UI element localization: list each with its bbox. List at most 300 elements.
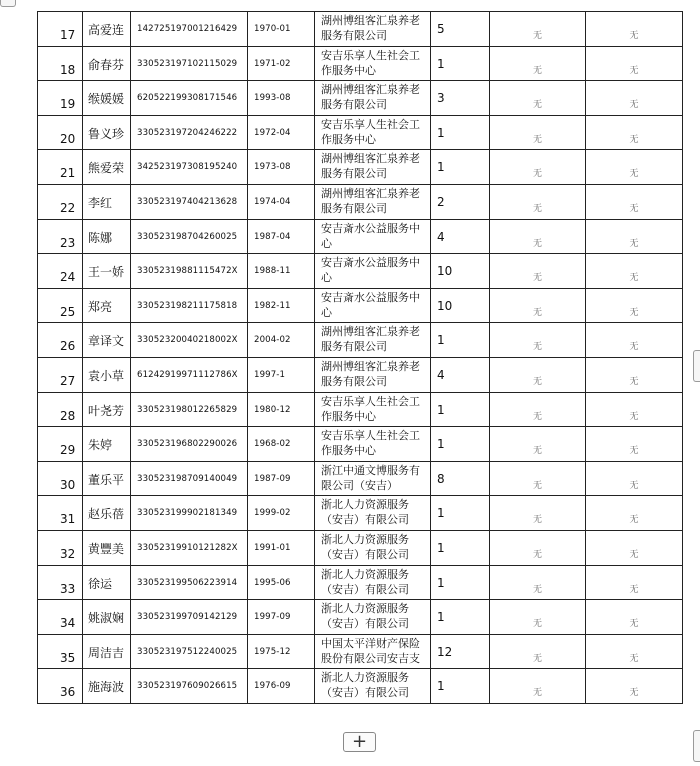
column-7-cell[interactable]	[490, 392, 586, 427]
count-cell-text: 10	[437, 298, 453, 313]
name-cell[interactable]	[83, 219, 131, 254]
organization-cell-text: 浙江中通文博服务有限公司（安吉）	[321, 463, 420, 492]
organization-cell-text: 浙北人力资源服务（安吉）有限公司	[321, 532, 409, 561]
table-row	[38, 565, 683, 600]
organization-cell-text: 湖州博组客汇泉养老服务有限公司	[321, 152, 420, 181]
date-cell[interactable]	[248, 219, 315, 254]
table-row	[38, 669, 683, 704]
count-cell-text: 1	[437, 56, 445, 71]
column-8-cell-text: 无	[629, 688, 639, 699]
count-cell-text: 1	[437, 333, 445, 348]
count-cell[interactable]	[431, 565, 490, 600]
table-row	[38, 600, 683, 635]
date-cell[interactable]	[248, 530, 315, 565]
count-cell-text: 1	[437, 437, 445, 452]
column-7-cell[interactable]	[490, 530, 586, 565]
row-index-cell[interactable]	[38, 461, 83, 496]
name-cell[interactable]	[83, 288, 131, 323]
row-index-cell-text: 35	[60, 650, 76, 665]
organization-cell[interactable]	[315, 323, 431, 358]
id-number-cell-text: 330523199709142129	[137, 612, 238, 623]
count-cell[interactable]	[431, 530, 490, 565]
organization-cell-text: 湖州博组客汇泉养老服务有限公司	[321, 359, 420, 388]
top-scroll-handle[interactable]	[0, 0, 16, 7]
name-cell[interactable]	[83, 357, 131, 392]
date-cell[interactable]	[248, 669, 315, 704]
organization-cell[interactable]	[315, 150, 431, 185]
column-8-cell-text: 无	[629, 619, 639, 630]
date-cell[interactable]	[248, 392, 315, 427]
count-cell[interactable]	[431, 115, 490, 150]
organization-cell[interactable]	[315, 496, 431, 531]
column-8-cell[interactable]	[586, 600, 683, 635]
row-index-cell[interactable]	[38, 115, 83, 150]
organization-cell[interactable]	[315, 634, 431, 669]
date-cell-text: 1971-02	[254, 58, 291, 69]
count-cell-text: 1	[437, 506, 445, 521]
column-8-cell-text: 无	[629, 203, 639, 214]
column-8-cell[interactable]	[586, 150, 683, 185]
organization-cell[interactable]	[315, 288, 431, 323]
organization-cell[interactable]	[315, 46, 431, 81]
id-number-cell[interactable]	[131, 323, 248, 358]
name-cell[interactable]	[83, 254, 131, 289]
column-7-cell[interactable]	[490, 357, 586, 392]
column-8-cell-text: 无	[629, 273, 639, 284]
count-cell[interactable]	[431, 600, 490, 635]
organization-cell[interactable]	[315, 461, 431, 496]
column-7-cell[interactable]	[490, 219, 586, 254]
count-cell[interactable]	[431, 634, 490, 669]
id-number-cell-text: 330523196802290026	[137, 439, 238, 450]
name-cell[interactable]	[83, 634, 131, 669]
date-cell-text: 1997-09	[254, 612, 291, 623]
count-cell[interactable]	[431, 12, 490, 47]
row-index-cell[interactable]	[38, 496, 83, 531]
column-7-cell-text: 无	[532, 31, 542, 41]
column-7-cell[interactable]	[490, 288, 586, 323]
id-number-cell-text: 342523197308195240	[137, 162, 238, 173]
id-number-cell-text: 61242919971112786X	[137, 369, 238, 380]
organization-cell-text: 浙北人力资源服务（安吉）有限公司	[321, 602, 409, 631]
row-index-cell[interactable]	[38, 392, 83, 427]
table-row	[38, 81, 683, 116]
column-8-cell-text: 无	[629, 584, 639, 595]
name-cell[interactable]	[83, 46, 131, 81]
column-7-cell-text: 无	[532, 549, 542, 560]
count-cell-text: 2	[437, 194, 445, 209]
date-cell-text: 1972-04	[254, 127, 291, 138]
name-cell[interactable]	[83, 150, 131, 185]
id-number-cell[interactable]	[131, 219, 248, 254]
organization-cell[interactable]	[315, 254, 431, 289]
name-cell-text: 叶尧芳	[88, 403, 125, 418]
organization-cell[interactable]	[315, 565, 431, 600]
id-number-cell-text: 142725197001216429	[137, 24, 238, 34]
table-row	[38, 184, 683, 219]
organization-cell-text: 安吉乐享人生社会工作服务中心	[321, 48, 420, 77]
name-cell-text: 徐运	[88, 576, 113, 591]
name-cell[interactable]	[83, 669, 131, 704]
column-7-cell[interactable]	[490, 323, 586, 358]
id-number-cell-text: 330523198211175818	[137, 300, 238, 311]
column-7-cell[interactable]	[490, 565, 586, 600]
column-7-cell-text: 无	[532, 446, 542, 457]
organization-cell[interactable]	[315, 357, 431, 392]
row-index-cell[interactable]	[38, 184, 83, 219]
date-cell-text: 1976-09	[254, 681, 291, 692]
date-cell[interactable]	[248, 565, 315, 600]
column-7-cell[interactable]	[490, 634, 586, 669]
column-8-cell[interactable]	[586, 184, 683, 219]
id-number-cell[interactable]	[131, 669, 248, 704]
name-cell-text: 姚淑娴	[88, 611, 125, 626]
column-7-cell-text: 无	[532, 238, 542, 249]
column-8-cell[interactable]	[586, 115, 683, 150]
count-cell[interactable]	[431, 46, 490, 81]
name-cell[interactable]	[83, 115, 131, 150]
organization-cell[interactable]	[315, 427, 431, 462]
id-number-cell-text: 330523197204246222	[137, 127, 238, 138]
id-number-cell[interactable]	[131, 461, 248, 496]
column-8-cell[interactable]	[586, 288, 683, 323]
name-cell-text: 朱婷	[88, 438, 113, 453]
count-cell[interactable]	[431, 323, 490, 358]
column-7-cell[interactable]	[490, 461, 586, 496]
name-cell-text: 黄豐美	[88, 541, 125, 556]
date-cell[interactable]	[248, 184, 315, 219]
name-cell-text: 周洁吉	[88, 645, 125, 660]
row-index-cell[interactable]	[38, 357, 83, 392]
column-8-cell-text: 无	[629, 411, 639, 422]
row-index-cell[interactable]	[38, 219, 83, 254]
row-index-cell[interactable]	[38, 46, 83, 81]
column-7-cell-text: 无	[532, 203, 542, 214]
organization-cell[interactable]	[315, 669, 431, 704]
column-7-cell[interactable]	[490, 46, 586, 81]
name-cell[interactable]	[83, 323, 131, 358]
row-index-cell-text: 36	[60, 685, 76, 700]
row-index-cell[interactable]	[38, 150, 83, 185]
name-cell-text: 俞春芬	[88, 57, 125, 72]
column-8-cell[interactable]	[586, 634, 683, 669]
row-index-cell-text: 31	[60, 512, 76, 527]
column-7-cell-text: 无	[532, 480, 542, 491]
table-row	[38, 357, 683, 392]
id-number-cell-text: 33052319910121282X	[137, 542, 238, 553]
row-index-cell-text: 19	[60, 97, 76, 112]
column-8-cell[interactable]	[586, 461, 683, 496]
name-cell[interactable]	[83, 496, 131, 531]
id-number-cell[interactable]	[131, 634, 248, 669]
column-7-cell[interactable]	[490, 600, 586, 635]
name-cell[interactable]	[83, 184, 131, 219]
column-8-cell[interactable]	[586, 357, 683, 392]
date-cell[interactable]	[248, 496, 315, 531]
organization-cell-text: 浙北人力资源服务（安吉）有限公司	[321, 671, 409, 700]
row-index-cell-text: 17	[60, 28, 76, 42]
name-cell[interactable]	[83, 565, 131, 600]
row-index-cell[interactable]	[38, 254, 83, 289]
table-row	[38, 323, 683, 358]
date-cell[interactable]	[248, 461, 315, 496]
column-8-cell-text: 无	[629, 342, 639, 353]
id-number-cell[interactable]	[131, 115, 248, 150]
organization-cell-text: 安吉斎水公益服务中心	[321, 256, 420, 285]
count-cell[interactable]	[431, 461, 490, 496]
column-7-cell[interactable]	[490, 254, 586, 289]
row-index-cell[interactable]	[38, 530, 83, 565]
organization-cell[interactable]	[315, 392, 431, 427]
row-index-cell-text: 28	[60, 408, 76, 423]
column-8-cell[interactable]	[586, 530, 683, 565]
organization-cell[interactable]	[315, 184, 431, 219]
count-cell-text: 1	[437, 160, 445, 175]
organization-cell-text: 安吉斎水公益服务中心	[321, 290, 420, 319]
count-cell[interactable]	[431, 150, 490, 185]
column-8-cell[interactable]	[586, 323, 683, 358]
id-number-cell-text: 33052320040218002X	[137, 335, 238, 346]
organization-cell[interactable]	[315, 81, 431, 116]
table-row	[38, 530, 683, 565]
date-cell[interactable]	[248, 288, 315, 323]
column-8-cell-text: 无	[629, 31, 639, 41]
id-number-cell[interactable]	[131, 357, 248, 392]
count-cell-text: 4	[437, 367, 445, 382]
column-8-cell[interactable]	[586, 392, 683, 427]
name-cell-text: 缑媛媛	[88, 92, 125, 107]
count-cell[interactable]	[431, 254, 490, 289]
right-edge-handle[interactable]	[693, 350, 700, 382]
count-cell[interactable]	[431, 427, 490, 462]
organization-cell[interactable]	[315, 115, 431, 150]
date-cell-text: 1988-11	[254, 266, 291, 277]
date-cell[interactable]	[248, 46, 315, 81]
date-cell-text: 1975-12	[254, 646, 291, 657]
column-7-cell-text: 无	[532, 515, 542, 526]
count-cell[interactable]	[431, 392, 490, 427]
id-number-cell[interactable]	[131, 254, 248, 289]
column-8-cell-text: 无	[629, 549, 639, 560]
column-7-cell[interactable]	[490, 669, 586, 704]
column-8-cell-text: 无	[629, 446, 639, 457]
id-number-cell-text: 330523197102115029	[137, 58, 238, 69]
date-cell-text: 1968-02	[254, 439, 291, 450]
count-cell-text: 1	[437, 125, 445, 140]
name-cell[interactable]	[83, 461, 131, 496]
column-8-cell[interactable]	[586, 496, 683, 531]
count-cell[interactable]	[431, 184, 490, 219]
column-7-cell-text: 无	[532, 653, 542, 664]
column-7-cell-text: 无	[532, 307, 542, 318]
id-number-cell[interactable]	[131, 427, 248, 462]
column-8-cell[interactable]	[586, 219, 683, 254]
organization-cell-text: 安吉斎水公益服务中心	[321, 221, 420, 250]
row-index-cell[interactable]	[38, 634, 83, 669]
organization-cell-text: 浙北人力资源服务（安吉）有限公司	[321, 567, 409, 596]
id-number-cell[interactable]	[131, 496, 248, 531]
id-number-cell[interactable]	[131, 565, 248, 600]
row-index-cell-text: 22	[60, 200, 76, 215]
organization-cell-text: 安吉乐享人生社会工作服务中心	[321, 117, 420, 146]
name-cell-text: 王一娇	[88, 265, 125, 280]
column-7-cell-text: 无	[532, 273, 542, 284]
date-cell[interactable]	[248, 634, 315, 669]
count-cell[interactable]	[431, 81, 490, 116]
column-8-cell[interactable]	[586, 81, 683, 116]
name-cell[interactable]	[83, 81, 131, 116]
table-row	[38, 12, 683, 47]
date-cell-text: 1982-11	[254, 300, 291, 311]
count-cell-text: 8	[437, 471, 445, 486]
column-7-cell[interactable]	[490, 496, 586, 531]
column-8-cell[interactable]	[586, 12, 683, 47]
column-7-cell[interactable]	[490, 81, 586, 116]
organization-cell-text: 浙北人力资源服务（安吉）有限公司	[321, 498, 409, 527]
date-cell-text: 1999-02	[254, 508, 291, 519]
id-number-cell[interactable]	[131, 392, 248, 427]
id-number-cell-text: 330523198704260025	[137, 231, 238, 242]
name-cell-text: 郑亮	[88, 299, 113, 314]
column-8-cell-text: 无	[629, 169, 639, 180]
id-number-cell[interactable]	[131, 81, 248, 116]
count-cell-text: 1	[437, 610, 445, 625]
row-index-cell[interactable]	[38, 427, 83, 462]
id-number-cell[interactable]	[131, 288, 248, 323]
organization-cell[interactable]	[315, 219, 431, 254]
name-cell-text: 陈娜	[88, 230, 113, 245]
organization-cell-text: 湖州博组客汇泉养老服务有限公司	[321, 83, 420, 112]
column-7-cell-text: 无	[532, 134, 542, 145]
column-7-cell-text: 无	[532, 100, 542, 111]
count-cell[interactable]	[431, 669, 490, 704]
row-index-cell-text: 33	[60, 581, 76, 596]
count-cell-text: 4	[437, 229, 445, 244]
id-number-cell-text: 33052319881115472X	[137, 266, 238, 277]
table-row	[38, 392, 683, 427]
date-cell-text: 1987-04	[254, 231, 291, 242]
row-index-cell-text: 20	[60, 131, 76, 146]
name-cell-text: 章译文	[88, 334, 125, 349]
column-7-cell[interactable]	[490, 150, 586, 185]
date-cell[interactable]	[248, 115, 315, 150]
column-8-cell[interactable]	[586, 254, 683, 289]
organization-cell-text: 安吉乐享人生社会工作服务中心	[321, 429, 420, 458]
column-8-cell[interactable]	[586, 427, 683, 462]
name-cell-text: 高爱连	[88, 23, 125, 37]
date-cell[interactable]	[248, 12, 315, 47]
column-7-cell[interactable]	[490, 12, 586, 47]
column-8-cell[interactable]	[586, 46, 683, 81]
date-cell-text: 1993-08	[254, 93, 291, 104]
row-index-cell-text: 29	[60, 443, 76, 458]
column-8-cell-text: 无	[629, 100, 639, 111]
date-cell[interactable]	[248, 81, 315, 116]
table-row	[38, 219, 683, 254]
date-cell-text: 1995-06	[254, 577, 291, 588]
column-8-cell-text: 无	[629, 515, 639, 526]
column-8-cell[interactable]	[586, 565, 683, 600]
column-7-cell[interactable]	[490, 427, 586, 462]
date-cell[interactable]	[248, 323, 315, 358]
date-cell[interactable]	[248, 600, 315, 635]
column-8-cell-text: 无	[629, 134, 639, 145]
id-number-cell-text: 330523198709140049	[137, 473, 238, 484]
add-row-button[interactable]: +	[343, 732, 376, 752]
name-cell[interactable]	[83, 530, 131, 565]
id-number-cell-text: 330523198012265829	[137, 404, 238, 415]
name-cell-text: 李红	[88, 195, 113, 210]
id-number-cell-text: 330523199902181349	[137, 508, 238, 519]
table-row	[38, 461, 683, 496]
id-number-cell[interactable]	[131, 46, 248, 81]
row-index-cell[interactable]	[38, 565, 83, 600]
row-index-cell[interactable]	[38, 288, 83, 323]
count-cell-text: 1	[437, 575, 445, 590]
row-index-cell-text: 26	[60, 339, 76, 354]
column-7-cell-text: 无	[532, 619, 542, 630]
right-edge-handle-bottom[interactable]	[693, 730, 700, 762]
id-number-cell-text: 330523197609026615	[137, 681, 238, 692]
table-row	[38, 150, 683, 185]
count-cell-text: 1	[437, 679, 445, 694]
column-8-cell-text: 无	[629, 376, 639, 387]
date-cell[interactable]	[248, 254, 315, 289]
row-index-cell[interactable]	[38, 12, 83, 47]
date-cell-text: 1980-12	[254, 404, 291, 415]
column-7-cell-text: 无	[532, 65, 542, 76]
id-number-cell[interactable]	[131, 184, 248, 219]
id-number-cell[interactable]	[131, 530, 248, 565]
name-cell[interactable]	[83, 600, 131, 635]
organization-cell[interactable]	[315, 600, 431, 635]
date-cell[interactable]	[248, 150, 315, 185]
row-index-cell-text: 21	[60, 166, 76, 181]
row-index-cell-text: 27	[60, 373, 76, 388]
count-cell[interactable]	[431, 496, 490, 531]
organization-cell-text: 湖州博组客汇泉养老服务有限公司	[321, 14, 420, 42]
count-cell[interactable]	[431, 219, 490, 254]
row-index-cell[interactable]	[38, 81, 83, 116]
id-number-cell[interactable]	[131, 12, 248, 47]
organization-cell[interactable]	[315, 530, 431, 565]
row-index-cell[interactable]	[38, 669, 83, 704]
row-index-cell[interactable]	[38, 600, 83, 635]
row-index-cell[interactable]	[38, 323, 83, 358]
name-cell[interactable]	[83, 427, 131, 462]
count-cell-text: 5	[437, 22, 445, 36]
column-7-cell[interactable]	[490, 115, 586, 150]
date-cell[interactable]	[248, 427, 315, 462]
count-cell[interactable]	[431, 357, 490, 392]
organization-cell[interactable]	[315, 12, 431, 47]
count-cell[interactable]	[431, 288, 490, 323]
id-number-cell[interactable]	[131, 600, 248, 635]
name-cell[interactable]	[83, 392, 131, 427]
date-cell-text: 1973-08	[254, 162, 291, 173]
column-8-cell[interactable]	[586, 669, 683, 704]
column-8-cell-text: 无	[629, 238, 639, 249]
column-7-cell[interactable]	[490, 184, 586, 219]
date-cell[interactable]	[248, 357, 315, 392]
name-cell[interactable]	[83, 12, 131, 47]
table-row	[38, 427, 683, 462]
id-number-cell[interactable]	[131, 150, 248, 185]
organization-cell-text: 安吉乐享人生社会工作服务中心	[321, 394, 420, 423]
id-number-cell-text: 330523197404213628	[137, 196, 238, 207]
row-index-cell-text: 23	[60, 235, 76, 250]
id-number-cell-text: 620522199308171546	[137, 93, 238, 104]
